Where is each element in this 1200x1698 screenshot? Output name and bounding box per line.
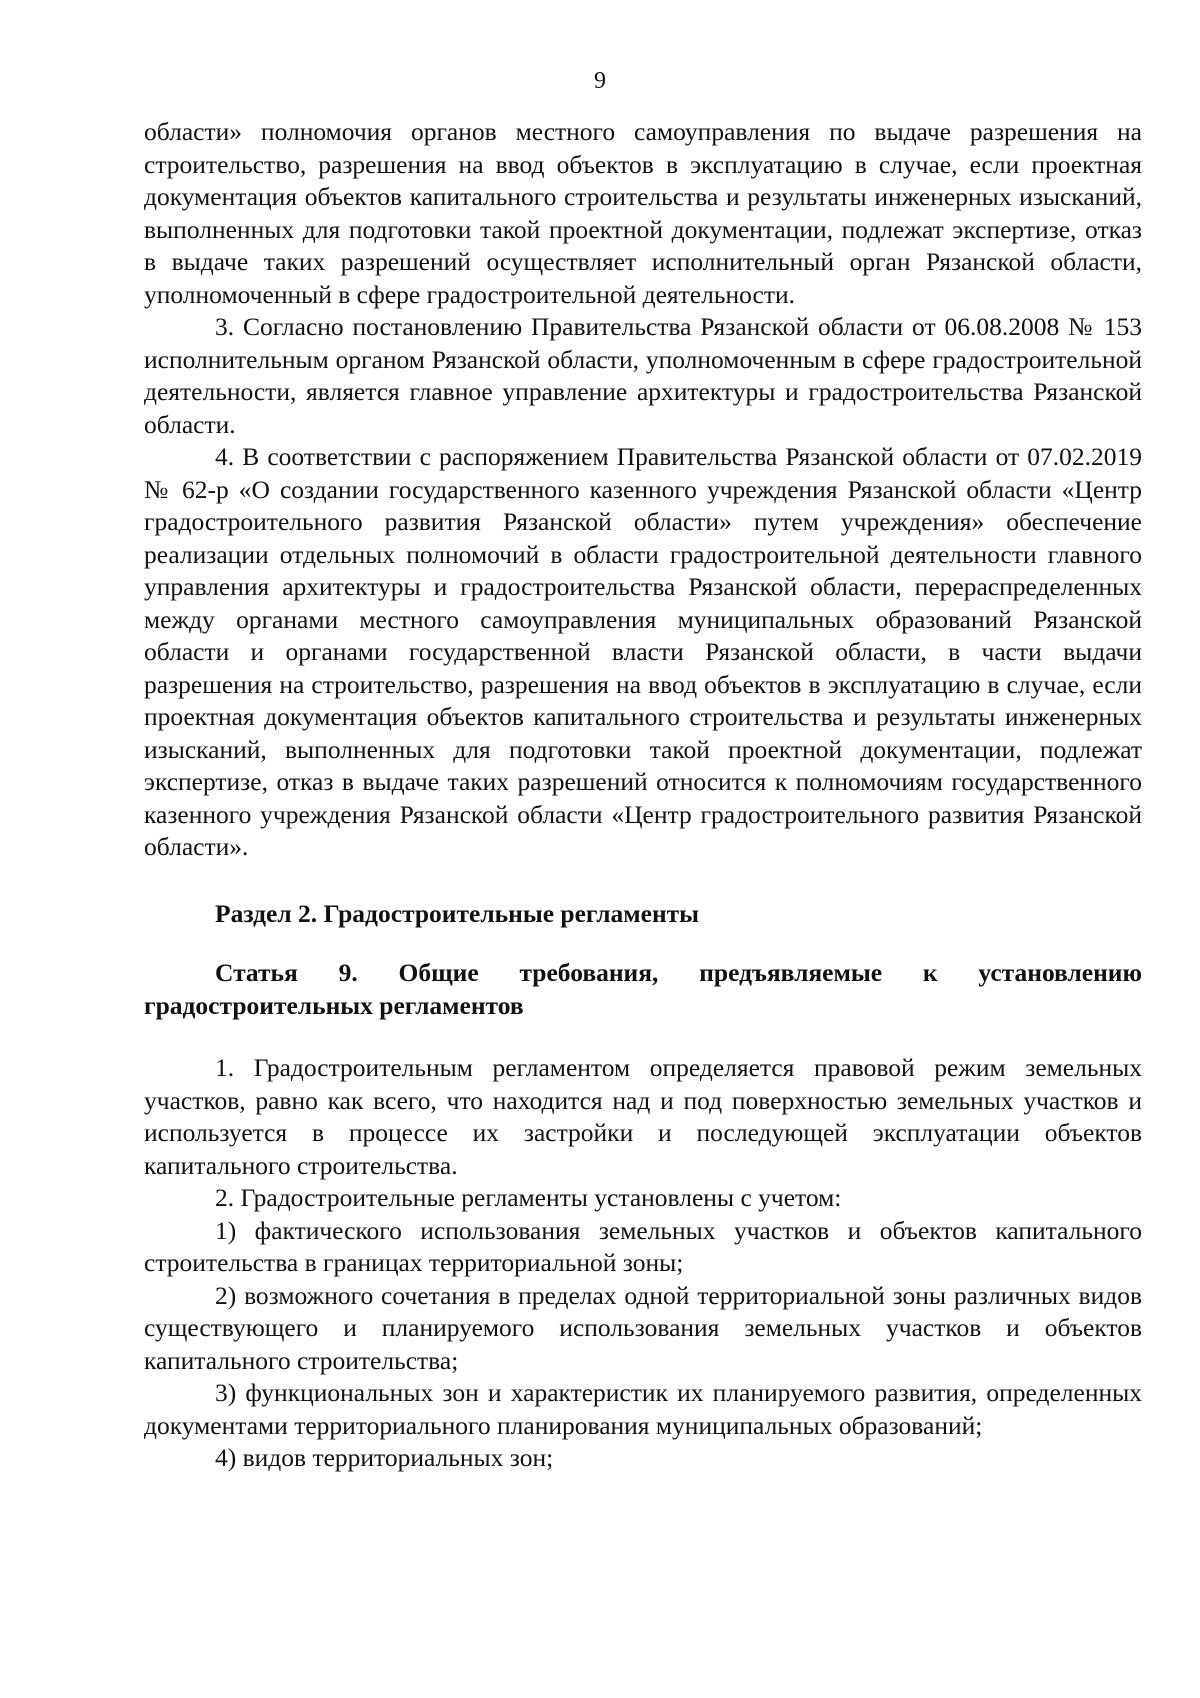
paragraph-article-item-1: 1. Градостроительным регламентом определяется правовой режим земельных участков, равно как всего, что находится над и под поверхностью земельных участков и используется в процессе их застройки и последующей эксплуатации объектов капитального строительства.: [144, 1053, 1142, 1180]
list-item-3: 3) функциональных зон и характеристик их планируемого развития, определенных документами территориального планирования муниципальных образований;: [144, 1378, 1142, 1440]
paragraph-item-3: 3. Согласно постановлению Правительства Рязанской области от 06.08.2008 № 153 исполнительным органом Рязанской области, уполномоченным в сфере градостроительной деятельности, является главное управление архитектуры и градостроительства Рязанской области.: [144, 312, 1142, 439]
paragraph-item-4: 4. В соответствии с распоряжением Правительства Рязанской области от 07.02.2019 № 62-р «О создании государственного казенного учреждения Рязанской области «Центр градостроительного развития Рязанской области» путем учреждения» обеспечение реализации отдельных полномочий в области градостроительной деятельности главного управления архитектуры и градостроительства Рязанской области, перераспределенных между органами местного самоуправления муниципальных образований Рязанской области и органами государственной власти Рязанской области, в части выдачи разрешения на строительство, разрешения на ввод объектов в эксплуатацию в случае, если проектная документация объектов капитального строительства и результаты инженерных изысканий, выполненных для подготовки такой проектной документации, подлежат экспертизе, отказ в выдаче таких разрешений относится к полномочиям государственного казенного учреждения Рязанской области «Центр градостроительного развития Рязанской области».: [144, 442, 1142, 861]
section-heading: Раздел 2. Градостроительные регламенты: [215, 898, 700, 928]
page-number: 9: [594, 68, 606, 94]
list-item-2: 2) возможного сочетания в пределах одной территориальной зоны различных видов существующего и планируемого использования земельных участков и объектов капитального строительства;: [144, 1280, 1142, 1375]
page-content: [144, 116, 1142, 1475]
paragraph-article-item-2: 2. Градостроительные регламенты установлены с учетом:: [215, 1183, 842, 1212]
paragraph-continuation: области» полномочия органов местного самоуправления по выдаче разрешения на строительство, разрешения на ввод объектов в эксплуатацию в случае, если проектная документация объектов капитального строительства и результаты инженерных изысканий, выполненных для подготовки такой проектной документации, подлежат экспертизе, отказ в выдаче таких разрешений осуществляет исполнительный орган Рязанской области, уполномоченный в сфере градостроительной деятельности.: [144, 117, 1142, 309]
article-heading: Статья 9. Общие требования, предъявляемые к установлению градостроительных регламентов: [144, 958, 1142, 1020]
list-item-1: 1) фактического использования земельных участков и объектов капитального строительства в границах территориальной зоны;: [144, 1215, 1142, 1277]
list-item-4: 4) видов территориальных зон;: [215, 1443, 554, 1472]
